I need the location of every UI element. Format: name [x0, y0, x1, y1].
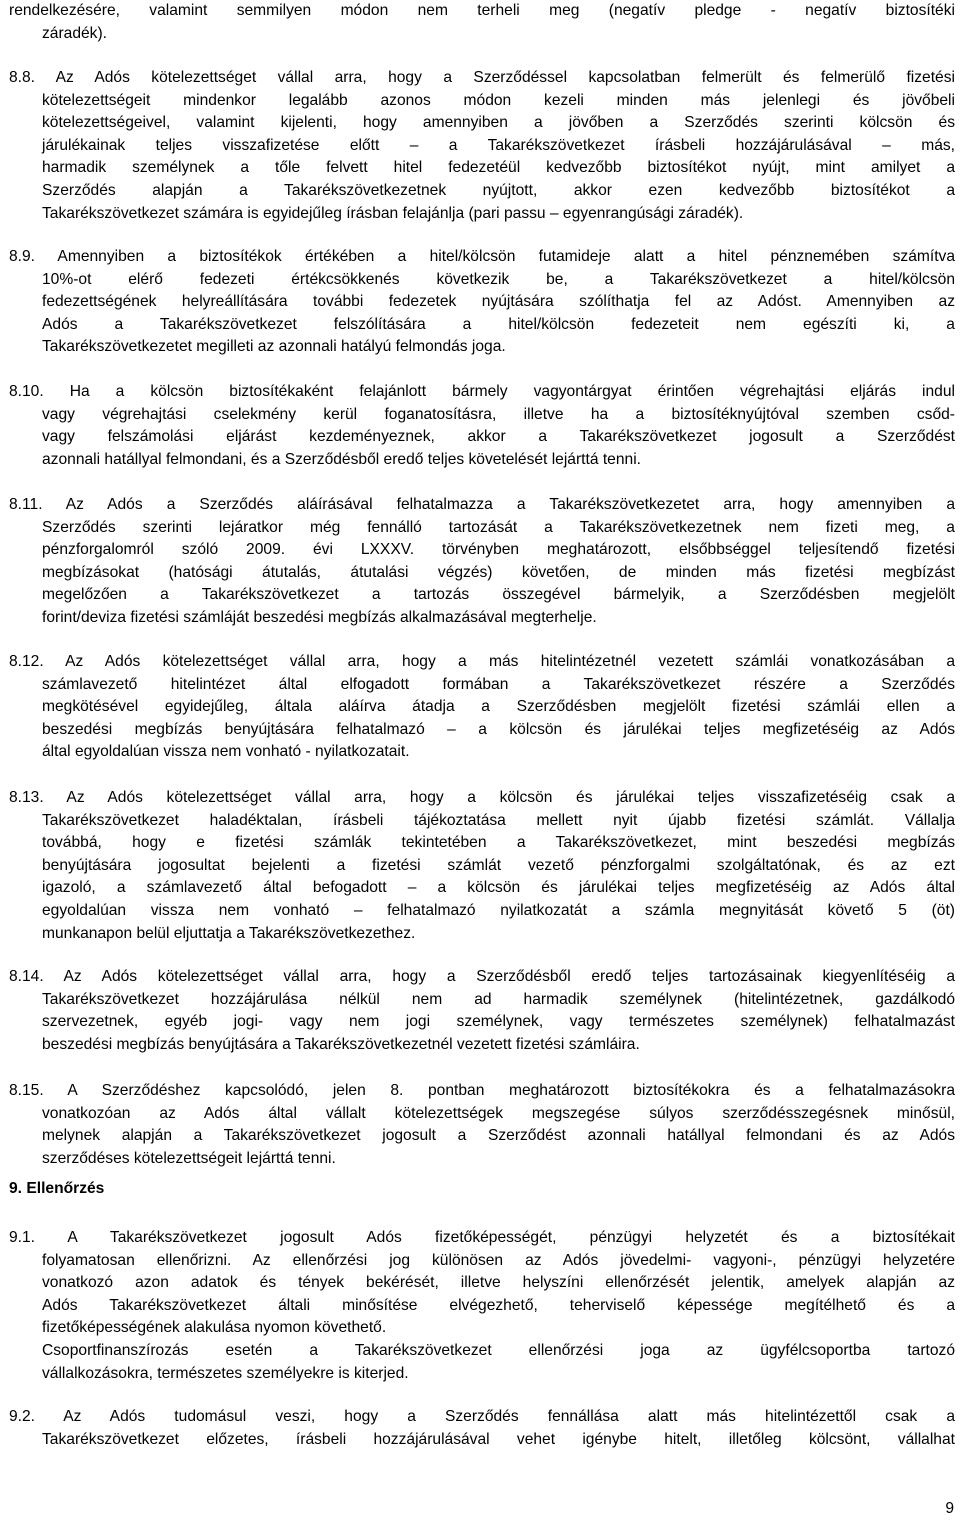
paragraph-continuation	[9, 0, 955, 45]
text-line: számlavezető hitelintézet által elfogadott formában a Takarékszövetkezet részére a Szerződés	[42, 675, 955, 693]
paragraph-8-10	[9, 381, 955, 471]
text-line: 8.8. Az Adós kötelezettséget vállal arra, hogy a Szerződéssel kapcsolatban felmerült és felmerülő fizetési	[9, 69, 955, 86]
text-line: benyújtására jogosultat bejelenti a fizetési számlát vezető pénzforgalmi szolgáltatónak, és az ezt	[42, 856, 955, 874]
paragraph-8-15	[9, 1080, 955, 1170]
text-line: 8.9. Amennyiben a biztosítékok értékében a hitel/kölcsön futamideje alatt a hitel pénznemében számítva	[9, 248, 955, 265]
text-line: szervezetnek, egyéb jogi- vagy nem jogi személynek, vagy természetes személynek) felhatalmazást	[42, 1013, 955, 1031]
text-line: 10%-ot elérő fedezeti értékcsökkenés következik be, a Takarékszövetkezet a hitel/kölcsön	[42, 270, 955, 288]
text-line: 8.13. Az Adós kötelezettséget vállal arra, hogy a kölcsön és járulékai teljes visszafizetéséig csak a	[9, 789, 955, 806]
page-number: 9	[945, 1500, 954, 1517]
text-line: 9.1. A Takarékszövetkezet jogosult Adós fizetőképességét, pénzügyi helyzetét és a biztosítékait	[9, 1229, 955, 1246]
text-line: kötelezettségeivel, valamint kijelenti, hogy amennyiben a jövőben a Szerződés szerinti kölcsön és	[42, 114, 955, 132]
text-line: forint/deviza fizetési számláját beszedési megbízás alkalmazásával megterhelje.	[42, 608, 597, 626]
text-line: Csoportfinanszírozás esetén a Takarékszövetkezet ellenőrzési joga az ügyfélcsoportba tartozó	[42, 1341, 955, 1359]
text-line: 8.15. A Szerződéshez kapcsolódó, jelen 8. pontban meghatározott biztosítékokra és a felhatalmazásokra	[9, 1082, 955, 1099]
text-line: 8.11. Az Adós a Szerződés aláírásával felhatalmazza a Takarékszövetkezetet arra, hogy amennyiben a	[9, 496, 955, 513]
paragraph-8-13	[9, 787, 955, 945]
text-line: Takarékszövetkezet hozzájárulása nélkül nem ad harmadik személynek (hitelintézetnek, gazdálkodó	[42, 990, 955, 1008]
text-line: igazoló, a számlavezető által befogadott – a kölcsön és járulékai teljes megfizetéséig az Adós által	[42, 879, 955, 897]
text-line: rendelkezésére, valamint semmilyen módon nem terheli meg (negatív pledge - negatív biztosítéki	[9, 2, 955, 19]
paragraph-8-12	[9, 651, 955, 764]
text-line: vagy végrehajtási cselekmény kerül foganatosításra, illetve ha a biztosítéknyújtóval szemben csőd-	[42, 405, 955, 423]
text-line: Adós a Takarékszövetkezet felszólítására a hitel/kölcsön fedezeteit nem egészíti ki, a	[42, 315, 955, 333]
section-heading: 9. Ellenőrzés	[9, 1180, 105, 1197]
text-line: járulékainak teljes visszafizetése előtt – a Takarékszövetkezet írásbeli hozzájárulásával – más,	[42, 136, 955, 154]
text-line: Szerződés alapján a Takarékszövetkezetnek nyújtott, akkor ezen kedvezőbb biztosítékot a	[42, 181, 955, 199]
text-line: 8.14. Az Adós kötelezettséget vállal arra, hogy a Szerződésből eredő teljes tartozásainak kiegyenlítéséig a	[9, 968, 955, 985]
text-line: szerződéses kötelezettségeit lejárttá tenni.	[42, 1149, 336, 1167]
text-line: Adós Takarékszövetkezet általi minősítése elvégezhető, teherviselő képessége megítélhető és a	[42, 1296, 955, 1314]
text-line: Takarékszövetkezet haladéktalan, írásbeli tájékoztatása mellett nyit újabb fizetési számlát. Vállalja	[42, 811, 955, 829]
text-line: munkanapon belül eljuttatja a Takarékszövetkezethez.	[42, 924, 416, 942]
text-line: Takarékszövetkezet számára is egyidejűleg írásban felajánlja (pari passu – egyenrangúsági záradék).	[42, 204, 744, 222]
text-line: harmadik személynek a tőle felvett hitel fedezetéül kedvezőbb biztosítékot nyújt, mint amilyet a	[42, 159, 955, 177]
paragraph-8-14	[9, 966, 955, 1056]
text-line: fizetőképességének alakulása nyomon követhető.	[42, 1319, 387, 1337]
text-line: vonatkozó azon adatok és tények bekérését, illetve helyszíni ellenőrzését jelentik, amelyek alapján az	[42, 1274, 955, 1292]
text-line: beszedési megbízás benyújtására felhatalmazó – a kölcsön és járulékai teljes megfizetéséig az Adós	[42, 720, 955, 738]
text-line: által egyoldalúan vissza nem vonható - nyilatkozatait.	[42, 743, 410, 761]
text-line: vállalkozásokra, természetes személyekre is kiterjed.	[42, 1364, 409, 1382]
paragraph-9-2	[9, 1406, 955, 1451]
text-line: záradék).	[42, 24, 108, 42]
paragraph-8-8	[9, 67, 955, 225]
text-line: megkötésével egyidejűleg, általa aláírva átadja a Szerződésben megjelölt fizetési számlái ellen a	[42, 698, 955, 716]
text-line: melynek alapján a Takarékszövetkezet jogosult a Szerződést azonnali hatállyal felmondani és az Adós	[42, 1127, 955, 1145]
text-line: pénzforgalomról szóló 2009. évi LXXXV. törvényben meghatározott, elsőbbséggel teljesítendő fizetési	[42, 541, 955, 559]
text-line: kötelezettségeit mindenkor legalább azonos módon kezeli minden más jelenlegi és jövőbeli	[42, 91, 955, 109]
text-line: folyamatosan ellenőrizni. Az ellenőrzési jog különösen az Adós jövedelmi- vagyoni-, pénzügyi helyzetére	[42, 1251, 955, 1269]
text-line: megelőzően a Takarékszövetkezet a tartozás összegével bármelyik, a Szerződésben megjelölt	[42, 586, 955, 604]
text-line: fedezettségének helyreállítására további fedezetek nyújtására szólíthatja fel az Adóst. Amennyiben az	[42, 293, 955, 311]
text-line: 9.2. Az Adós tudomásul veszi, hogy a Szerződés fennállása alatt más hitelintézettől csak a	[9, 1408, 955, 1425]
paragraph-8-9	[9, 246, 955, 359]
text-line: vonatkozóan az Adós által vállalt kötelezettségek megszegése súlyos szerződésszegésnek minősül,	[42, 1104, 955, 1122]
paragraph-8-11	[9, 494, 955, 630]
text-line: megbízásokat (hatósági átutalás, átutalási végzés) követően, de minden más fizetési megbízást	[42, 563, 955, 581]
text-line: továbbá, hogy e fizetési számlák tekintetében a Takarékszövetkezet, mint beszedési megbízás	[42, 834, 955, 852]
text-line: Takarékszövetkezet előzetes, írásbeli hozzájárulásával vehet igénybe hitelt, illetőleg kölcsönt, vállalhat	[42, 1430, 955, 1448]
paragraph-9-1	[9, 1227, 955, 1385]
text-line: beszedési megbízás benyújtására a Takarékszövetkezetnél vezetett fizetési számláira.	[42, 1035, 640, 1053]
text-line: egyoldalúan vissza nem vonható – felhatalmazó nyilatkozatát a számla megnyitását követő 5 (öt)	[42, 901, 955, 919]
text-line: vagy felszámolási eljárást kezdeményeznek, akkor a Takarékszövetkezet jogosult a Szerződést	[42, 428, 955, 446]
text-line: Takarékszövetkezetet megilleti az azonnali hatályú felmondás joga.	[42, 338, 506, 356]
text-line: 8.10. Ha a kölcsön biztosítékaként felajánlott bármely vagyontárgyat érintően végrehajtási eljárás indul	[9, 383, 955, 400]
text-line: 8.12. Az Adós kötelezettséget vállal arra, hogy a más hitelintézetnél vezetett számlái vonatkozásában a	[9, 653, 955, 670]
text-line: azonnali hatállyal felmondani, és a Szerződésből eredő teljes követelését lejárttá tenni.	[42, 450, 641, 468]
text-line: Szerződés szerinti lejáratkor még fennálló tartozását a Takarékszövetkezetnek nem fizeti meg, a	[42, 518, 955, 536]
